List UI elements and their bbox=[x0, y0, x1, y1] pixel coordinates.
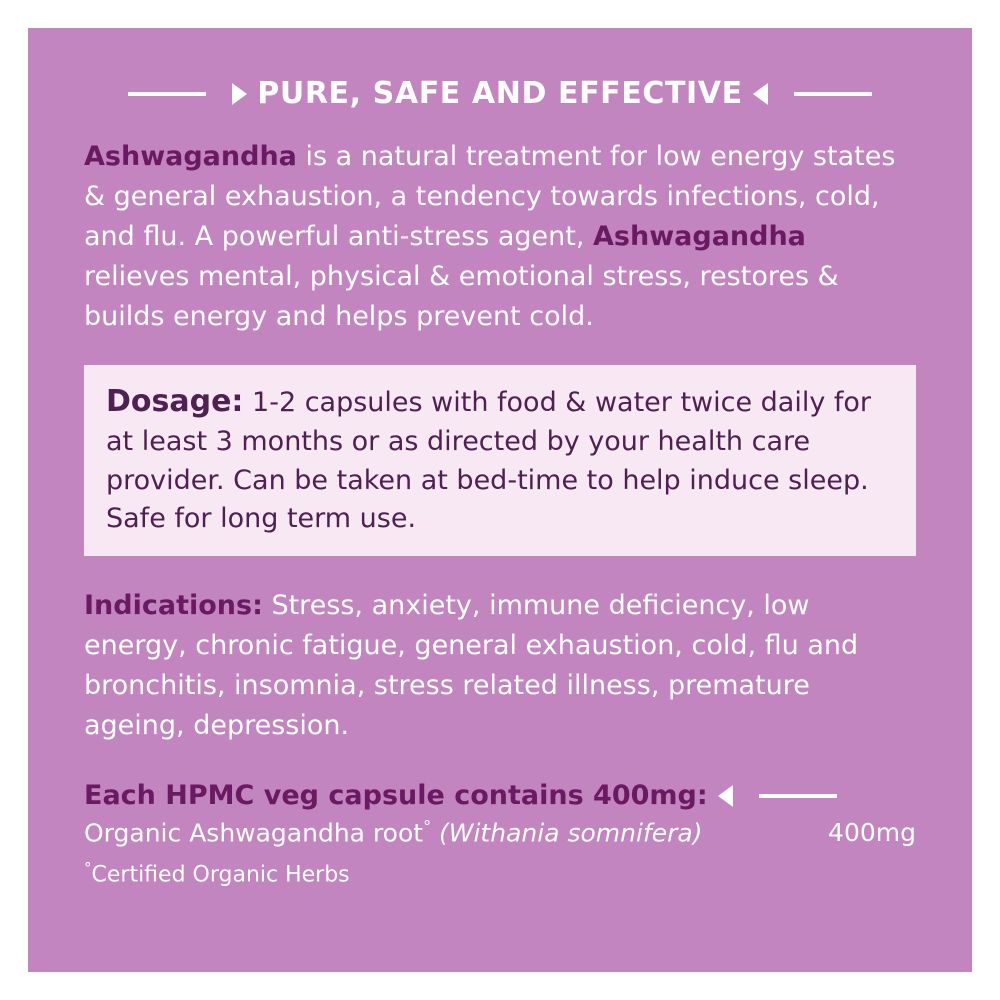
product-name-first: Ashwagandha bbox=[84, 141, 297, 172]
ingredient-latin-name: (Withania somnifera) bbox=[439, 818, 703, 848]
ingredient-amount: 400mg bbox=[828, 818, 916, 848]
page-title: PURE, SAFE AND EFFECTIVE bbox=[257, 76, 743, 111]
ingredient-row bbox=[84, 817, 916, 847]
ingredient-name bbox=[84, 817, 702, 847]
indications-text: Stress, anxiety, immune deficiency, low energy, chronic fatigue, general exhaustion, cold, flu and bronchitis, insomnia, stress related illness, premature ageing, depression. bbox=[84, 590, 859, 742]
footnote bbox=[84, 859, 916, 887]
header-rule-left bbox=[128, 92, 206, 96]
product-name-second: Ashwagandha bbox=[593, 220, 806, 252]
arrow-left-icon bbox=[718, 785, 733, 807]
header bbox=[84, 76, 916, 111]
ingredient-marker: ° bbox=[423, 817, 432, 837]
dosage-label: Dosage: bbox=[106, 383, 244, 419]
dosage-box bbox=[84, 365, 916, 557]
contains-header bbox=[84, 780, 916, 811]
arrow-right-icon bbox=[232, 83, 247, 105]
intro-text-second: relieves mental, physical & emotional stress, restores & builds energy and helps prevent cold. bbox=[84, 260, 839, 332]
header-rule-right bbox=[794, 92, 872, 96]
footnote-marker: ° bbox=[84, 859, 92, 878]
contains-title: Each HPMC veg capsule contains 400mg: bbox=[84, 780, 708, 812]
dosage-text: 1-2 capsules with food & water twice daily for at least 3 months or as directed by your health care provider. Can be taken at bed-time to help induce sleep. Safe for long term use. bbox=[106, 386, 872, 535]
indications-label: Indications: bbox=[84, 590, 263, 622]
contains-rule bbox=[759, 794, 837, 798]
arrow-left-icon bbox=[753, 83, 768, 105]
footnote-text: Certified Organic Herbs bbox=[91, 862, 350, 888]
intro-text-first: is a natural treatment for low energy states & general exhaustion, a tendency towards infections, cold, and flu. A powerful anti-stress agent, bbox=[84, 141, 896, 252]
ingredient-name-text: Organic Ashwagandha root bbox=[84, 818, 424, 848]
dosage-paragraph bbox=[106, 381, 894, 539]
indications-paragraph bbox=[84, 586, 916, 746]
intro-paragraph bbox=[84, 137, 916, 337]
product-label-panel bbox=[28, 28, 972, 972]
